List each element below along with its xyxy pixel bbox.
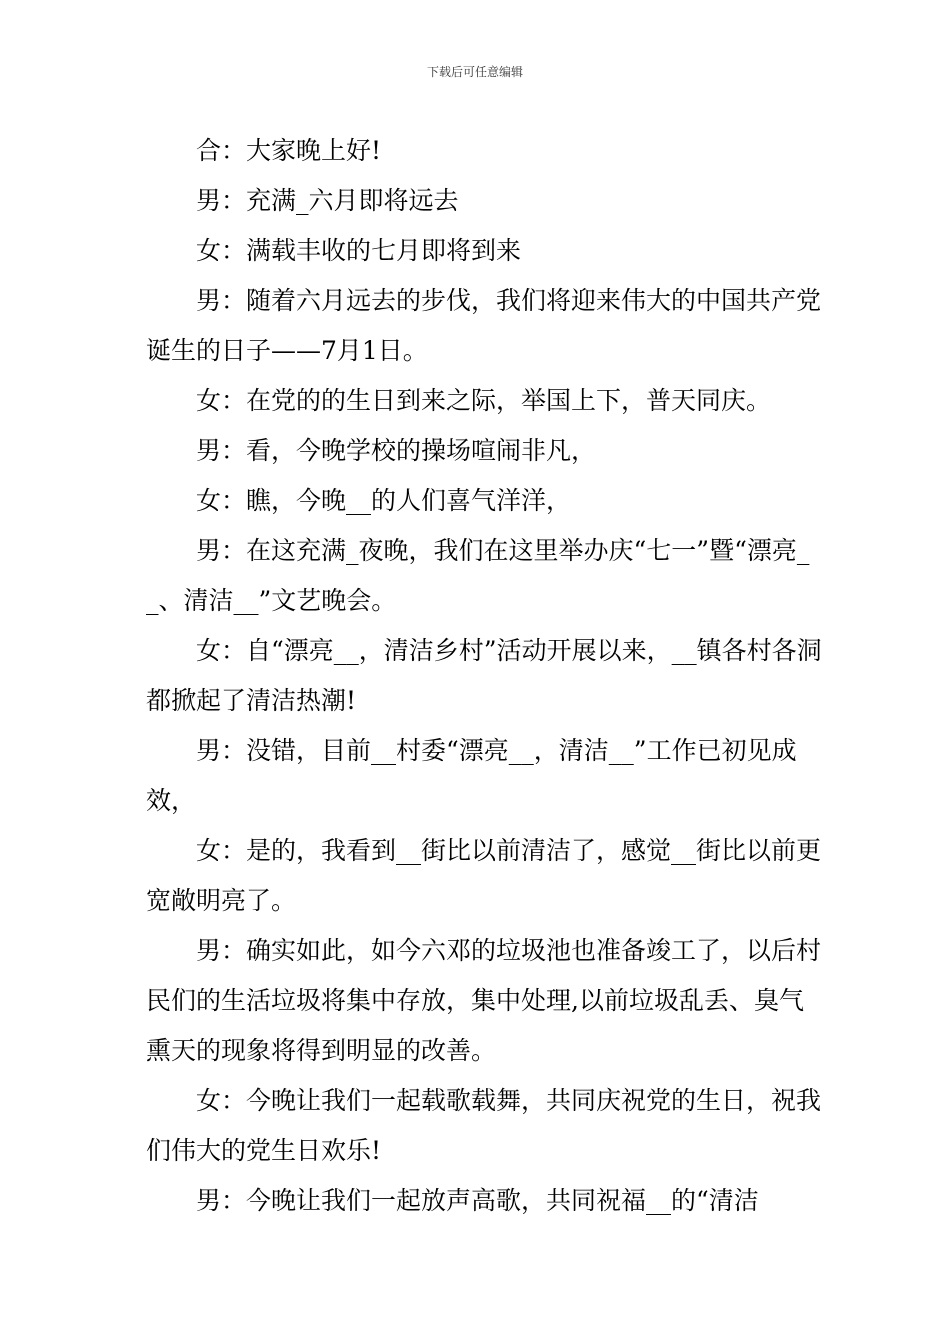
- document-body: [146, 126, 828, 1226]
- paragraph: 男：今晚让我们一起放声高歌，共同祝福__的“清洁: [196, 1186, 759, 1215]
- paragraph: 男：确实如此，如今六邓的垃圾池也准备竣工了，以后村民们的生活垃圾将集中存放，集中处理,以前垃圾乱丢、臭气熏天的现象将得到明显的改善。: [146, 936, 822, 1065]
- paragraph: 女：满载丰收的七月即将到来: [196, 236, 522, 265]
- paragraph: 男：在这充满_夜晚，我们在这里举办庆“七一”暨“漂亮__、清洁__”文艺晚会。: [146, 536, 810, 615]
- paragraph: 女：瞧，今晚__的人们喜气洋洋，: [196, 486, 572, 515]
- paragraph: 女：是的，我看到__街比以前清洁了，感觉__街比以前更宽敞明亮了。: [146, 836, 822, 915]
- paragraph: 男：充满_六月即将远去: [196, 186, 459, 215]
- paragraph: 男：随着六月远去的步伐，我们将迎来伟大的中国共产党诞生的日子——7月1日。: [146, 286, 822, 365]
- paragraph: 女：在党的的生日到来之际，举国上下，普天同庆。: [196, 386, 772, 415]
- paragraph: 女：今晚让我们一起载歌载舞，共同庆祝党的生日，祝我们伟大的党生日欢乐!: [146, 1086, 822, 1165]
- paragraph: 女：自“漂亮__，清洁乡村”活动开展以来，__镇各村各洞都掀起了清洁热潮!: [146, 636, 822, 715]
- paragraph-greeting: 合：大家晚上好!: [196, 136, 382, 165]
- paragraph: 男：没错，目前__村委“漂亮__，清洁__”工作已初见成效，: [146, 736, 797, 815]
- page-header: 下载后可任意编辑: [426, 65, 523, 79]
- paragraph: 男：看，今晚学校的操场喧闹非凡，: [196, 436, 597, 465]
